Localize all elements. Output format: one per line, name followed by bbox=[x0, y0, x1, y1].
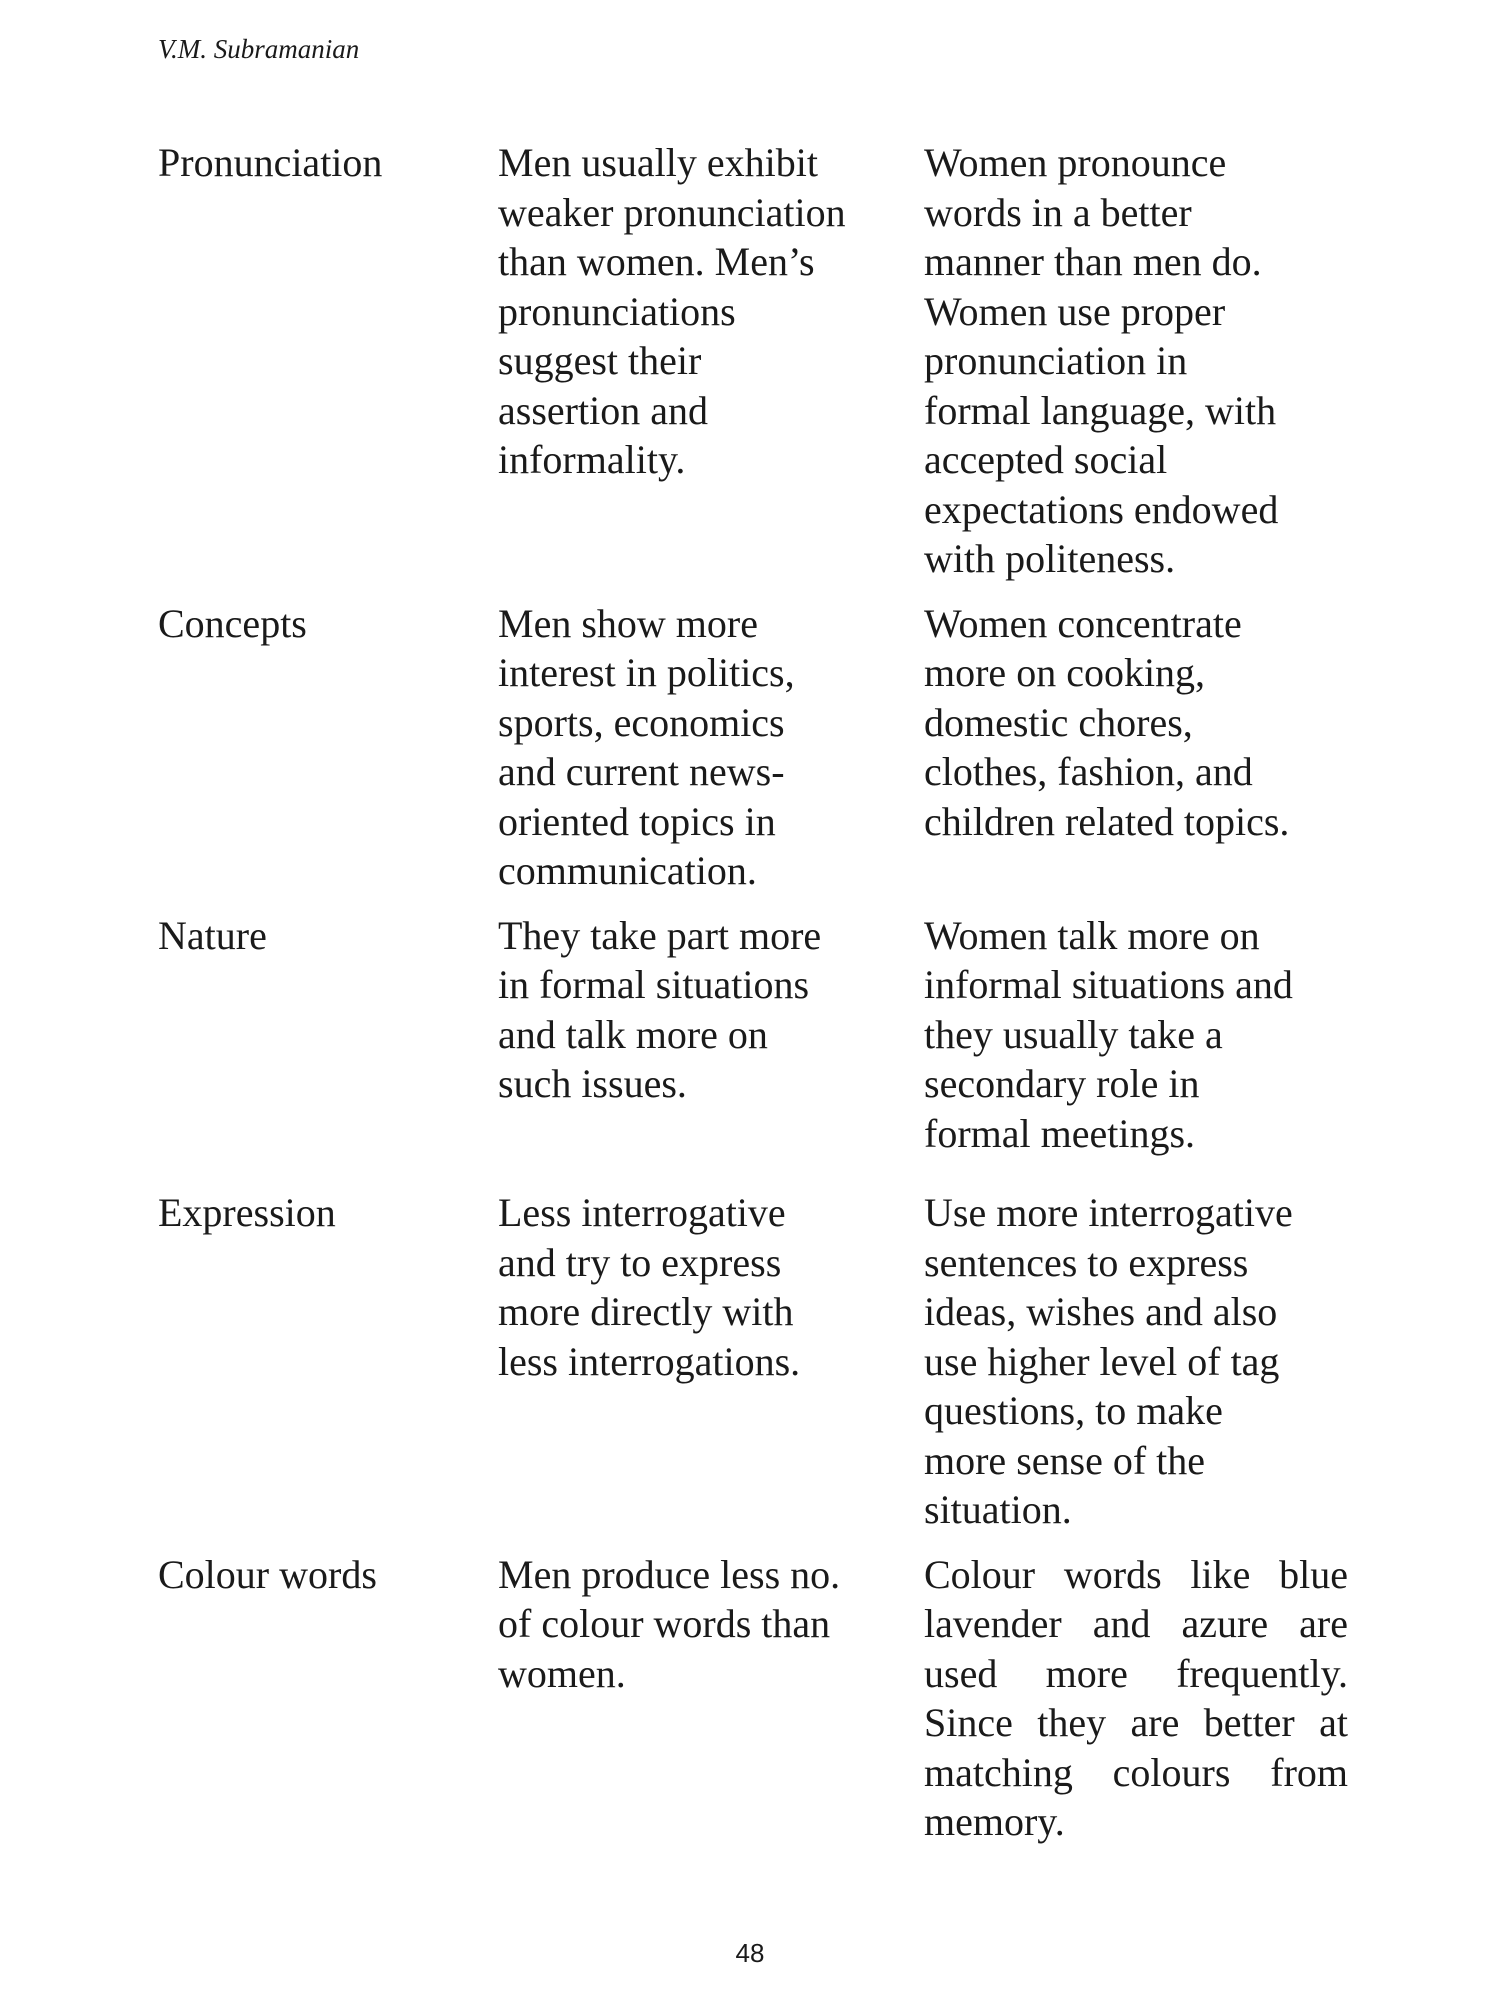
aspect-label: Expression bbox=[158, 1190, 336, 1235]
women-description: Women talk more on informal situations and they usually take a secondary role in formal meetings. bbox=[924, 912, 1293, 1156]
men-description: Men usually exhibit weaker pronunciation than women. Men’s pronunciations suggest their assertion and informality. bbox=[498, 140, 846, 482]
aspect-label: Colour words bbox=[158, 1551, 377, 1597]
aspect-label: Pronunciation bbox=[158, 140, 383, 185]
men-description: Less interrogative and try to express more directly with less interrogations. bbox=[498, 1190, 801, 1384]
table-row bbox=[158, 138, 1388, 584]
women-description: Women concentrate more on cooking, domestic chores, clothes, fashion, and children related topics. bbox=[924, 600, 1290, 844]
table-row bbox=[158, 1188, 1388, 1535]
women-description: Women pronounce words in a better manner than men do. Women use proper pronunciation in formal language, with accepted social expectations endowed with politeness. bbox=[924, 140, 1279, 581]
table-row bbox=[158, 599, 1388, 896]
women-description: Colour words like blue lavender and azure are used more frequently. Since they are better at matching colours from memory. bbox=[924, 1551, 1348, 1844]
table-row bbox=[158, 1550, 1388, 1847]
aspect-label: Nature bbox=[158, 912, 267, 958]
men-description: They take part more in formal situations and talk more on such issues. bbox=[498, 912, 822, 1106]
page-number: 48 bbox=[735, 1938, 765, 1968]
table-row bbox=[158, 911, 1388, 1159]
women-description: Use more interrogative sentences to express ideas, wishes and also use higher level of tag questions, to make more sense of the situation. bbox=[924, 1190, 1293, 1532]
men-description: Men show more interest in politics, sports, economics and current news- oriented topics in communication. bbox=[498, 600, 795, 893]
running-head: V.M. Subramanian bbox=[158, 34, 360, 64]
men-description: Men produce less no. of colour words than women. bbox=[498, 1551, 841, 1696]
aspect-label: Concepts bbox=[158, 600, 307, 646]
comparison-table bbox=[158, 138, 1388, 1847]
